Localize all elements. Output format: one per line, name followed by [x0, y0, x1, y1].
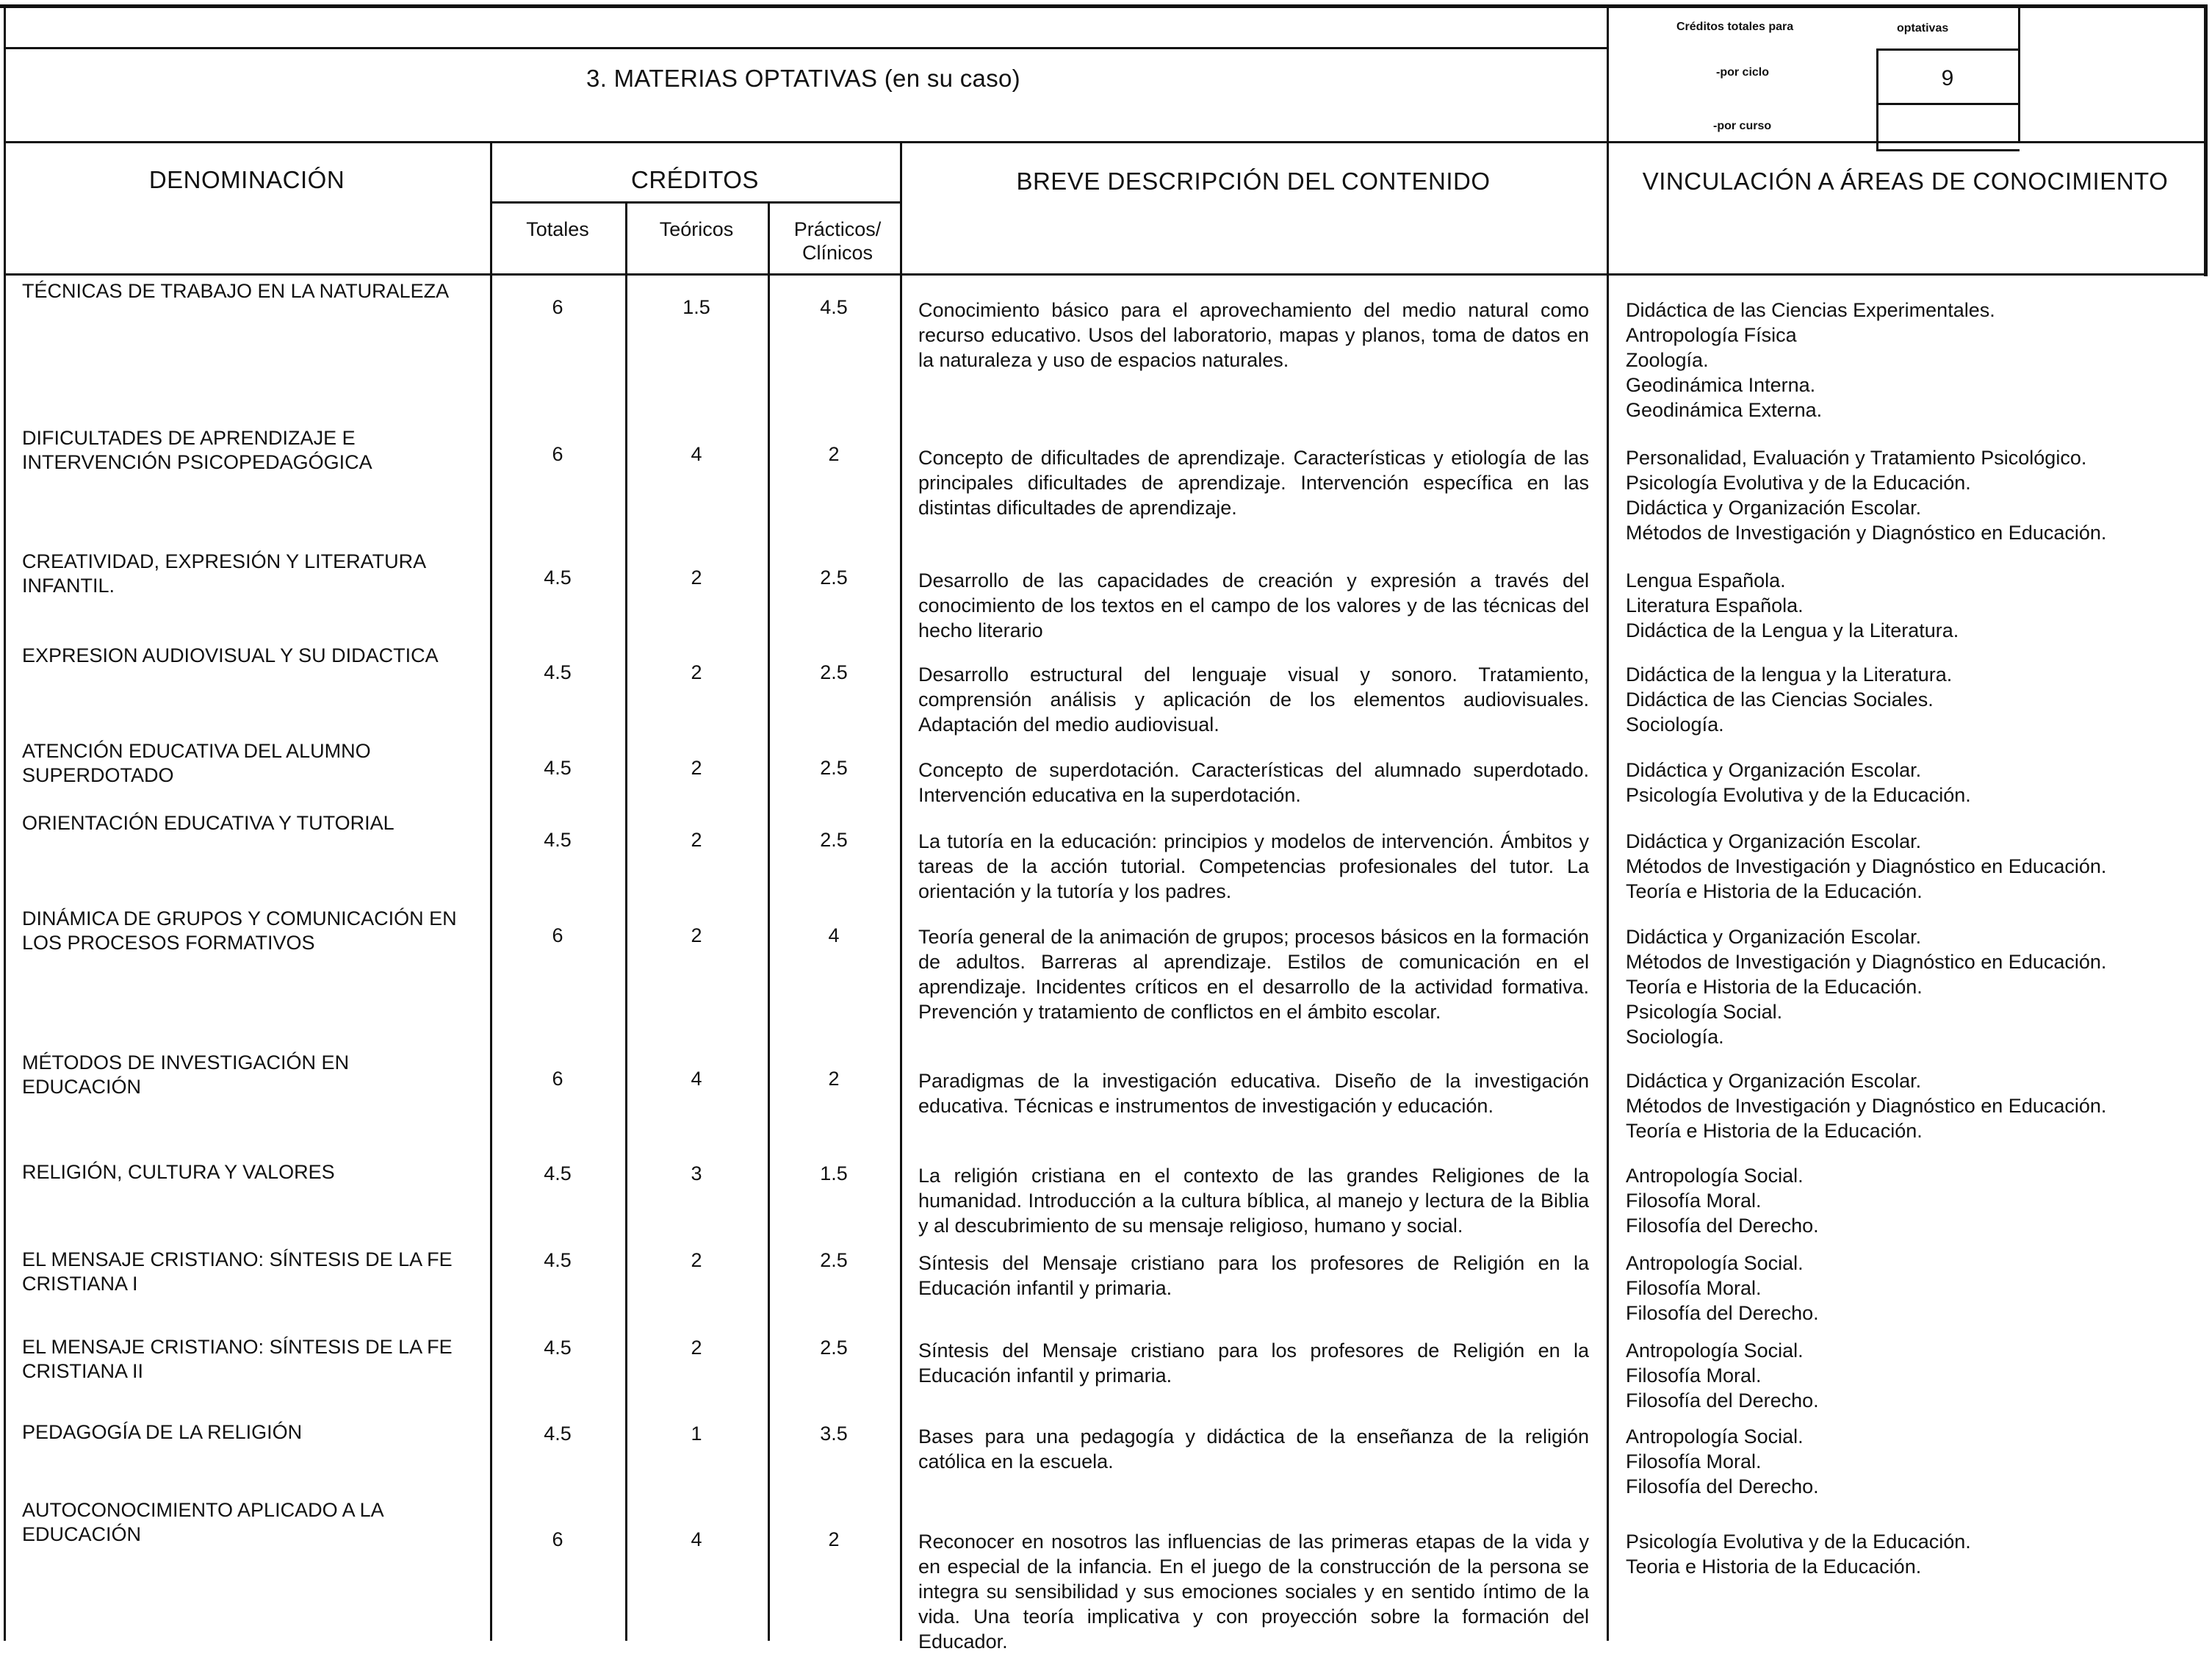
- content-description: Concepto de dificultades de aprendizaje. Características y etiología de las principales dificultades de aprendizaje. Intervención específica en las distintas dificultades de aprendizaje.: [918, 447, 1589, 519]
- credits-practicos: 2.5: [820, 757, 848, 779]
- knowledge-area: Psicología Evolutiva y de la Educación.: [1626, 1531, 1971, 1553]
- knowledge-areas: [1626, 829, 2199, 904]
- credits-practicos: 2.5: [820, 567, 848, 589]
- knowledge-area: Teoría e Historia de la Educación.: [1626, 976, 1923, 998]
- course-name: ATENCIÓN EDUCATIVA DEL ALUMNO SUPERDOTADO: [22, 740, 371, 786]
- knowledge-areas: [1626, 1163, 2199, 1238]
- knowledge-area: Sociología.: [1626, 713, 1724, 736]
- box-line: [1876, 103, 2020, 105]
- knowledge-area: Antropología Social.: [1626, 1252, 1804, 1274]
- knowledge-area: Antropología Física: [1626, 324, 1797, 346]
- credits-totales: 4.5: [544, 1162, 572, 1184]
- col-header-denominacion: DENOMINACIÓN: [148, 166, 345, 193]
- credits-totales: 4.5: [544, 661, 572, 683]
- knowledge-area: Métodos de Investigación y Diagnóstico en Educación.: [1626, 1095, 2107, 1117]
- knowledge-area: Geodinámica Interna.: [1626, 374, 1816, 396]
- credits-teoricos: 2: [691, 924, 702, 946]
- course-name: CREATIVIDAD, EXPRESIÓN Y LITERATURA INFANTIL.: [22, 550, 425, 597]
- box-bottom: [1876, 149, 2020, 151]
- content-description: Concepto de superdotación. Características del alumnado superdotado. Intervención educativa en la superdotación.: [918, 759, 1589, 806]
- knowledge-area: Teoría e Historia de la Educación.: [1626, 880, 1923, 902]
- knowledge-area: Filosofía Moral.: [1626, 1364, 1762, 1387]
- por-ciclo-label: -por ciclo: [1716, 66, 1770, 79]
- knowledge-area: Filosofía Moral.: [1626, 1450, 1762, 1473]
- credits-totales: 4.5: [544, 1337, 572, 1359]
- credits-teoricos: 2: [691, 757, 702, 779]
- credits-teoricos: 2: [691, 829, 702, 851]
- box-left: [1876, 48, 1878, 150]
- knowledge-area: Filosofía Moral.: [1626, 1190, 1762, 1212]
- course-name: DIFICULTADES DE APRENDIZAJE E INTERVENCIÓN PSICOPEDAGÓGICA: [22, 427, 372, 473]
- credits-teoricos: 3: [691, 1162, 702, 1184]
- knowledge-area: Filosofía del Derecho.: [1626, 1475, 1819, 1497]
- knowledge-area: Métodos de Investigación y Diagnóstico en Educación.: [1626, 855, 2107, 877]
- knowledge-area: Didáctica de la Lengua y la Literatura.: [1626, 619, 1959, 641]
- knowledge-area: Métodos de Investigación y Diagnóstico en Educación.: [1626, 522, 2107, 544]
- credits-teoricos: 4: [691, 443, 702, 465]
- content-description: Bases para una pedagogía y didáctica de la enseñanza de la religión católica en la escuela.: [918, 1425, 1589, 1473]
- credits-totales: 4.5: [544, 567, 572, 589]
- knowledge-area: Lengua Española.: [1626, 569, 1786, 592]
- knowledge-area: Didáctica y Organización Escolar.: [1626, 1070, 1922, 1092]
- knowledge-area: Psicología Evolutiva y de la Educación.: [1626, 784, 1971, 806]
- credits-totales: 4.5: [544, 757, 572, 779]
- credits-totales: 4.5: [544, 829, 572, 851]
- knowledge-area: Filosofía del Derecho.: [1626, 1215, 1819, 1237]
- knowledge-area: Didáctica y Organización Escolar.: [1626, 497, 1922, 519]
- knowledge-area: Psicología Social.: [1626, 1001, 1783, 1023]
- credits-practicos: 3.5: [820, 1423, 848, 1445]
- content-description: Paradigmas de la investigación educativa. Diseño de la investigación educativa. Técnicas e instrumentos de investigación y educación.: [918, 1070, 1589, 1117]
- credits-totales: 6: [552, 296, 563, 318]
- credits-totales: 6: [552, 443, 563, 465]
- credits-practicos: 2: [828, 1068, 840, 1090]
- col-header-vinculacion: VINCULACIÓN A ÁREAS DE CONOCIMIENTO: [1642, 168, 2169, 195]
- content-description: Desarrollo de las capacidades de creación y expresión a través del conocimiento de los textos en el campo de los valores y de las técnicas del hecho literario: [918, 569, 1589, 641]
- credits-teoricos: 4: [691, 1068, 702, 1090]
- knowledge-area: Teoria e Historia de la Educación.: [1626, 1556, 1922, 1578]
- section-title: 3. MATERIAS OPTATIVAS (en su caso): [586, 65, 1020, 92]
- colhead-bottom-line: [4, 273, 2206, 276]
- knowledge-area: Antropología Social.: [1626, 1340, 1804, 1362]
- optativas-label: optativas: [1897, 22, 1949, 35]
- knowledge-area: Antropología Social.: [1626, 1425, 1804, 1448]
- knowledge-area: Didáctica de la lengua y la Literatura.: [1626, 664, 1953, 686]
- knowledge-area: Filosofía Moral.: [1626, 1277, 1762, 1299]
- credits-totales: 4.5: [544, 1249, 572, 1271]
- knowledge-area: Psicología Evolutiva y de la Educación.: [1626, 472, 1971, 494]
- course-name: PEDAGOGÍA DE LA RELIGIÓN: [22, 1421, 303, 1443]
- knowledge-areas: [1626, 924, 2199, 1049]
- box-divider: [2018, 4, 2020, 141]
- por-ciclo-value: 9: [1941, 66, 1954, 90]
- content-description: Desarrollo estructural del lenguaje visual y sonoro. Tratamiento, comprensión análisis y aplicación de los elementos audiovisuales. Adaptación del medio audiovisual.: [918, 664, 1589, 736]
- credits-practicos: 4.5: [820, 296, 848, 318]
- credits-practicos: 2: [828, 443, 840, 465]
- knowledge-areas: [1626, 1068, 2199, 1143]
- credits-teoricos: 2: [691, 567, 702, 589]
- knowledge-area: Zoología.: [1626, 349, 1709, 371]
- course-name: EL MENSAJE CRISTIANO: SÍNTESIS DE LA FE CRISTIANA II: [22, 1336, 453, 1382]
- knowledge-area: Filosofía del Derecho.: [1626, 1389, 1819, 1412]
- knowledge-area: Didáctica y Organización Escolar.: [1626, 759, 1922, 781]
- knowledge-areas: [1626, 758, 2199, 808]
- course-name: AUTOCONOCIMIENTO APLICADO A LA EDUCACIÓN: [22, 1499, 383, 1545]
- col-divider-areas: [1607, 4, 1609, 1641]
- table-left-border: [4, 4, 6, 1641]
- content-description: La religión cristiana en el contexto de las grandes Religiones de la humanidad. Introducción a la cultura bíblica, al manejo y lectura de la Biblia y al descubrimiento de su mensaje religioso, humano y social.: [918, 1165, 1589, 1237]
- col-header-creditos: CRÉDITOS: [631, 166, 759, 193]
- creditos-totales-label: Créditos totales para: [1676, 21, 1794, 33]
- credits-totales: 6: [552, 1528, 563, 1550]
- content-description: Reconocer en nosotros las influencias de las primeras etapas de la vida y en especial de la infancia. En el juego de la construcción de la persona se integra su sensibilidad y sus emociones sociales y en sentido íntimo de la vida. Una teoría implicativa y con proyección sobre la formación del Educador.: [918, 1531, 1589, 1653]
- credits-teoricos: 2: [691, 1249, 702, 1271]
- course-name: MÉTODOS DE INVESTIGACIÓN EN EDUCACIÓN: [22, 1051, 350, 1098]
- credits-teoricos: 2: [691, 1337, 702, 1359]
- knowledge-area: Sociología.: [1626, 1026, 1724, 1048]
- subheader-teoricos: Teóricos: [659, 218, 734, 240]
- course-name: EXPRESION AUDIOVISUAL Y SU DIDACTICA: [22, 644, 439, 666]
- credits-totales: 4.5: [544, 1423, 572, 1445]
- course-name: DINÁMICA DE GRUPOS Y COMUNICACIÓN EN LOS PROCESOS FORMATIVOS: [22, 907, 457, 954]
- knowledge-area: Teoría e Historia de la Educación.: [1626, 1120, 1923, 1142]
- knowledge-area: Métodos de Investigación y Diagnóstico en Educación.: [1626, 951, 2107, 973]
- knowledge-areas: [1626, 1338, 2199, 1413]
- content-description: La tutoría en la educación: principios y modelos de intervención. Ámbitos y tareas de la acción tutorial. Competencias profesionales del tutor. La orientación y la tutoría y los padres.: [918, 830, 1589, 902]
- por-curso-label: -por curso: [1713, 120, 1772, 132]
- credits-practicos: 2.5: [820, 829, 848, 851]
- credits-practicos: 2: [828, 1528, 840, 1550]
- box-line: [1876, 48, 2020, 51]
- content-description: Conocimiento básico para el aprovechamiento del medio natural como recurso educativo. Usos del laboratorio, mapas y planos, toma de datos en la naturaleza y uso de espacios naturales.: [918, 299, 1589, 371]
- credits-totales: 6: [552, 1068, 563, 1090]
- knowledge-areas: [1626, 662, 2199, 737]
- knowledge-area: Geodinámica Externa.: [1626, 399, 1823, 421]
- knowledge-areas: [1626, 1251, 2199, 1326]
- col-divider-totales: [490, 141, 492, 1641]
- credits-practicos: 2.5: [820, 661, 848, 683]
- subheader-totales: Totales: [526, 218, 589, 240]
- content-description: Síntesis del Mensaje cristiano para los profesores de Religión en la Educación infantil y primaria.: [918, 1340, 1589, 1387]
- knowledge-area: Didáctica de las Ciencias Sociales.: [1626, 688, 1934, 711]
- course-name: RELIGIÓN, CULTURA Y VALORES: [22, 1161, 335, 1183]
- content-description: Síntesis del Mensaje cristiano para los profesores de Religión en la Educación infantil y primaria.: [918, 1252, 1589, 1299]
- course-name: ORIENTACIÓN EDUCATIVA Y TUTORIAL: [22, 812, 395, 834]
- content-description: Teoría general de la animación de grupos; procesos básicos en la formación de adultos. Barreras al aprendizaje. Estilos de comunicación en el aprendizaje. Incidentes críticos en el desarrollo de la actividad formativa. Prevención y tratamiento de conflictos en el ámbito escolar.: [918, 926, 1589, 1023]
- credits-practicos: 2.5: [820, 1337, 848, 1359]
- credits-practicos: 2.5: [820, 1249, 848, 1271]
- credits-practicos: 4: [828, 924, 840, 946]
- credits-teoricos: 2: [691, 661, 702, 683]
- course-name: EL MENSAJE CRISTIANO: SÍNTESIS DE LA FE CRISTIANA I: [22, 1248, 453, 1295]
- table-right-border: [2204, 4, 2208, 276]
- col-header-descripcion: BREVE DESCRIPCIÓN DEL CONTENIDO: [1016, 168, 1491, 195]
- knowledge-area: Antropología Social.: [1626, 1165, 1804, 1187]
- knowledge-area: Personalidad, Evaluación y Tratamiento Psicológico.: [1626, 447, 2087, 469]
- knowledge-area: Didáctica y Organización Escolar.: [1626, 830, 1922, 852]
- knowledge-areas: [1626, 298, 2199, 423]
- course-name: TÉCNICAS DE TRABAJO EN LA NATURALEZA: [22, 280, 450, 302]
- credits-teoricos: 1.5: [682, 296, 710, 318]
- table-top-border: [0, 4, 2208, 8]
- knowledge-area: Didáctica y Organización Escolar.: [1626, 926, 1922, 948]
- knowledge-area: Didáctica de las Ciencias Experimentales.: [1626, 299, 1995, 321]
- col-divider-desc: [900, 141, 902, 1641]
- knowledge-area: Filosofía del Derecho.: [1626, 1302, 1819, 1324]
- knowledge-areas: [1626, 1529, 2199, 1579]
- knowledge-areas: [1626, 1424, 2199, 1499]
- credits-totales: 6: [552, 924, 563, 946]
- knowledge-areas: [1626, 445, 2199, 545]
- knowledge-areas: [1626, 568, 2199, 643]
- subheader-practicos: Prácticos/ Clínicos: [793, 218, 882, 264]
- header-divider: [4, 47, 1608, 49]
- credits-teoricos: 1: [691, 1423, 702, 1445]
- knowledge-area: Literatura Española.: [1626, 594, 1804, 616]
- credits-teoricos: 4: [691, 1528, 702, 1550]
- credits-practicos: 1.5: [820, 1162, 848, 1184]
- creditos-sub-line: [490, 201, 902, 204]
